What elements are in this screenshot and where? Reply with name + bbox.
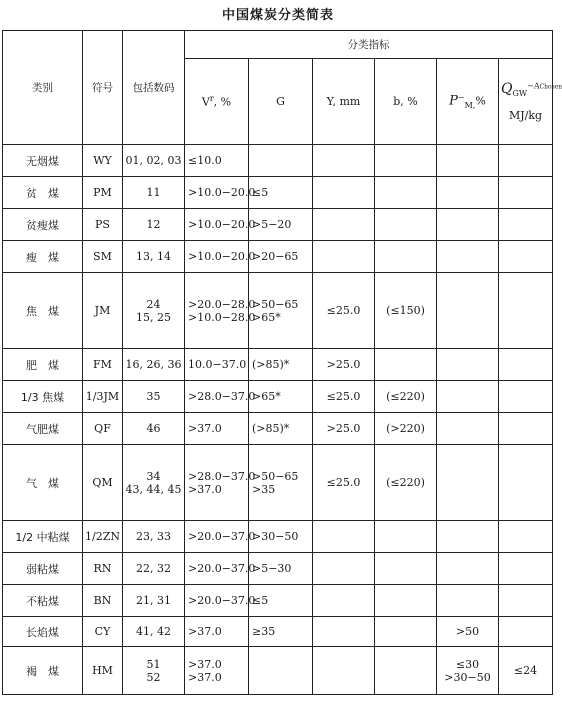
cell-b xyxy=(375,553,437,585)
cell-p xyxy=(437,145,499,177)
cell-symbol: WY xyxy=(83,145,123,177)
cell-codes xyxy=(123,145,185,177)
cell-b xyxy=(375,145,437,177)
cell-y: ≤25.0 xyxy=(313,273,375,349)
table-row xyxy=(3,413,553,445)
cell-volatile xyxy=(185,177,256,209)
cell-volatile-line: >20.0−37.0 xyxy=(188,562,256,575)
cell-b: (≤220) xyxy=(375,381,437,413)
cell-codes xyxy=(123,617,185,647)
cell-y xyxy=(313,647,375,695)
cell-volatile-line: >37.0 xyxy=(188,625,222,638)
cell-g-line: >30−50 xyxy=(252,530,299,543)
cell-q xyxy=(499,553,553,585)
q-small: Chosen xyxy=(539,83,562,91)
cell-category: 瘦 煤 xyxy=(3,241,83,273)
cell-codes-line: 51 xyxy=(146,657,161,671)
cell-p xyxy=(437,349,499,381)
cell-q xyxy=(499,617,553,647)
v-unit: , % xyxy=(213,95,232,109)
table-row xyxy=(3,145,553,177)
table-row xyxy=(3,445,553,521)
cell-category: 长焰煤 xyxy=(3,617,83,647)
cell-b xyxy=(375,209,437,241)
cell-g-line: >5−30 xyxy=(252,562,292,575)
cell-symbol: PS xyxy=(83,209,123,241)
p-unit: % xyxy=(475,94,486,108)
cell-b xyxy=(375,585,437,617)
cell-y xyxy=(313,521,375,553)
cell-g xyxy=(249,349,313,381)
q-symbol: Q xyxy=(501,81,513,98)
cell-b xyxy=(375,177,437,209)
cell-y xyxy=(313,177,375,209)
cell-codes-line: 21, 31 xyxy=(136,594,171,607)
cell-b xyxy=(375,521,437,553)
cell-volatile xyxy=(185,381,256,413)
cell-codes-line: 22, 32 xyxy=(136,562,171,575)
cell-codes xyxy=(123,413,185,445)
cell-g xyxy=(249,445,313,521)
header-symbol: 符号 xyxy=(83,31,123,145)
cell-volatile xyxy=(185,241,256,273)
cell-codes xyxy=(123,585,185,617)
cell-y: ≤25.0 xyxy=(313,381,375,413)
table-row xyxy=(3,521,553,553)
cell-symbol: 1/2ZN xyxy=(83,521,123,553)
header-q xyxy=(499,59,562,145)
cell-symbol: BN xyxy=(83,585,123,617)
header-p xyxy=(437,59,499,145)
cell-g-line: >65* xyxy=(252,390,281,403)
cell-volatile xyxy=(185,349,249,381)
cell-codes-line: 13, 14 xyxy=(136,250,171,263)
cell-codes-line: 46 xyxy=(146,422,161,435)
table-body xyxy=(3,145,553,695)
cell-volatile-line: 10.0−37.0 xyxy=(188,358,247,371)
cell-g-line: >65* xyxy=(252,310,281,324)
cell-b: (≤150) xyxy=(375,273,437,349)
v-sup: r xyxy=(209,94,214,104)
cell-volatile-line: >37.0 xyxy=(188,657,222,671)
cell-codes xyxy=(123,177,185,209)
header-y: Y, mm xyxy=(313,59,375,145)
cell-y xyxy=(313,241,375,273)
cell-g-line: >50−65 xyxy=(252,469,299,483)
cell-y xyxy=(313,585,375,617)
cell-symbol: QF xyxy=(83,413,123,445)
table-row xyxy=(3,177,553,209)
cell-codes-line: 23, 33 xyxy=(136,530,171,543)
cell-g-line: (>85)* xyxy=(252,422,290,435)
cell-g xyxy=(249,241,313,273)
cell-g xyxy=(249,585,313,617)
cell-volatile xyxy=(185,585,256,617)
cell-p-line: ≤30 xyxy=(455,657,480,671)
cell-p xyxy=(437,585,499,617)
header-row-1 xyxy=(3,31,553,59)
cell-g xyxy=(249,209,313,241)
cell-volatile-line: >28.0−37.0 xyxy=(188,469,256,483)
cell-y: ≤25.0 xyxy=(313,445,375,521)
cell-g xyxy=(249,553,313,585)
cell-volatile xyxy=(185,445,256,521)
cell-b xyxy=(375,617,437,647)
q-unit: MJ/kg xyxy=(508,108,543,122)
cell-g xyxy=(249,145,313,177)
cell-volatile-line: >37.0 xyxy=(188,482,222,496)
cell-q xyxy=(499,349,553,381)
cell-b: (>220) xyxy=(375,413,437,445)
cell-g xyxy=(249,177,313,209)
coal-classification-table xyxy=(2,30,562,695)
cell-volatile-line: >37.0 xyxy=(188,422,222,435)
cell-codes xyxy=(123,209,185,241)
cell-p xyxy=(437,209,499,241)
cell-codes-line: 16, 26, 36 xyxy=(125,358,182,371)
cell-g-line: ≤5 xyxy=(252,186,269,199)
p-symbol: P xyxy=(449,93,458,109)
cell-category: 贫瘦煤 xyxy=(3,209,83,241)
cell-q xyxy=(499,273,553,349)
table-row xyxy=(3,647,553,695)
cell-codes-line: 12 xyxy=(146,218,161,231)
header-codes: 包括数码 xyxy=(123,31,185,145)
cell-g xyxy=(249,273,313,349)
table-row xyxy=(3,209,553,241)
cell-volatile-line: >10.0−20.0 xyxy=(188,218,256,231)
cell-category: 肥 煤 xyxy=(3,349,83,381)
cell-category: 弱粘煤 xyxy=(3,553,83,585)
cell-category: 气 煤 xyxy=(3,445,83,521)
cell-y xyxy=(313,553,375,585)
cell-category: 不粘煤 xyxy=(3,585,83,617)
cell-g-line: ≤5 xyxy=(252,594,269,607)
cell-codes xyxy=(123,381,185,413)
cell-g-line: >50−65 xyxy=(252,297,299,311)
cell-q xyxy=(499,413,553,445)
cell-volatile xyxy=(185,617,249,647)
cell-volatile-line: >10.0−28.0 xyxy=(188,310,256,324)
cell-codes-line: 52 xyxy=(146,670,161,684)
cell-p xyxy=(437,617,499,647)
cell-p-line: >30−50 xyxy=(444,670,491,684)
header-category: 类别 xyxy=(3,31,83,145)
q-sub: GW xyxy=(512,89,528,99)
cell-codes-line: 34 xyxy=(146,469,161,483)
cell-category: 褐 煤 xyxy=(3,647,83,695)
page-title: 中国煤炭分类简表 xyxy=(221,8,334,23)
cell-symbol: 1/3JM xyxy=(83,381,123,413)
cell-category: 1/3 焦煤 xyxy=(3,381,83,413)
cell-codes-line: 01, 02, 03 xyxy=(125,154,182,167)
cell-symbol: CY xyxy=(83,617,123,647)
cell-volatile-line: >37.0 xyxy=(188,670,222,684)
table-row xyxy=(3,617,553,647)
table-row xyxy=(3,349,553,381)
cell-g xyxy=(249,381,313,413)
cell-category: 贫 煤 xyxy=(3,177,83,209)
cell-p xyxy=(437,553,499,585)
cell-symbol: FM xyxy=(83,349,123,381)
cell-volatile-line: >20.0−28.0 xyxy=(188,297,256,311)
cell-volatile xyxy=(185,209,256,241)
cell-volatile xyxy=(185,553,256,585)
cell-codes xyxy=(123,445,185,521)
table-row xyxy=(3,273,553,349)
cell-volatile-line: >20.0−37.0 xyxy=(188,530,256,543)
cell-g-line: >35 xyxy=(252,482,276,496)
v-symbol: V xyxy=(201,95,210,109)
cell-codes-line: 24 xyxy=(146,297,161,311)
cell-g-line: >20−65 xyxy=(252,250,299,263)
cell-p-line: >50 xyxy=(455,625,480,638)
cell-codes-line: 41, 42 xyxy=(136,625,171,638)
cell-volatile xyxy=(185,273,256,349)
cell-volatile xyxy=(185,647,249,695)
table-row xyxy=(3,585,553,617)
cell-category: 焦 煤 xyxy=(3,273,83,349)
cell-codes xyxy=(123,521,185,553)
cell-g-line: ≥35 xyxy=(252,625,276,638)
cell-g-line: >5−20 xyxy=(252,218,292,231)
cell-g xyxy=(249,647,313,695)
cell-p xyxy=(437,177,499,209)
cell-category: 1/2 中粘煤 xyxy=(3,521,83,553)
cell-q xyxy=(499,381,553,413)
cell-symbol: HM xyxy=(83,647,123,695)
cell-symbol: PM xyxy=(83,177,123,209)
cell-q xyxy=(499,209,553,241)
cell-codes xyxy=(123,647,185,695)
cell-y xyxy=(313,209,375,241)
cell-category: 无烟煤 xyxy=(3,145,83,177)
cell-volatile-line: >10.0−20.0 xyxy=(188,186,256,199)
table-row xyxy=(3,241,553,273)
cell-p xyxy=(437,241,499,273)
header-b: b, % xyxy=(375,59,437,145)
cell-symbol: JM xyxy=(83,273,123,349)
cell-b xyxy=(375,349,437,381)
cell-g xyxy=(249,413,313,445)
cell-volatile xyxy=(185,413,249,445)
cell-volatile-line: >28.0−37.0 xyxy=(188,390,256,403)
cell-volatile-line: ≤10.0 xyxy=(188,154,222,167)
cell-g xyxy=(249,617,313,647)
cell-codes xyxy=(123,273,185,349)
cell-g-line: (>85)* xyxy=(252,358,290,371)
cell-b xyxy=(375,647,437,695)
header-volatile xyxy=(185,59,249,145)
cell-g xyxy=(249,521,313,553)
cell-codes-line: 15, 25 xyxy=(136,310,171,324)
cell-p xyxy=(437,381,499,413)
cell-symbol: RN xyxy=(83,553,123,585)
cell-codes-line: 11 xyxy=(146,186,161,199)
cell-q xyxy=(499,521,553,553)
cell-p xyxy=(437,273,499,349)
cell-q xyxy=(499,145,553,177)
cell-q xyxy=(499,177,553,209)
cell-symbol: QM xyxy=(83,445,123,521)
cell-y: >25.0 xyxy=(313,413,375,445)
cell-p xyxy=(437,521,499,553)
cell-codes-line: 43, 44, 45 xyxy=(125,482,182,496)
table-row xyxy=(3,381,553,413)
header-index-group: 分类指标 xyxy=(185,31,553,59)
cell-p xyxy=(437,413,499,445)
cell-p xyxy=(437,445,499,521)
cell-b xyxy=(375,241,437,273)
cell-volatile xyxy=(185,145,249,177)
p-sup: − xyxy=(457,93,465,103)
cell-y xyxy=(313,617,375,647)
cell-y xyxy=(313,145,375,177)
cell-volatile xyxy=(185,521,256,553)
cell-codes xyxy=(123,553,185,585)
cell-codes xyxy=(123,349,185,381)
cell-volatile-line: >20.0−37.0 xyxy=(188,594,256,607)
table-row xyxy=(3,553,553,585)
cell-category: 气肥煤 xyxy=(3,413,83,445)
q-sup: −A xyxy=(527,81,540,91)
cell-codes xyxy=(123,241,185,273)
cell-p xyxy=(437,647,499,695)
cell-y: >25.0 xyxy=(313,349,375,381)
cell-q xyxy=(499,241,553,273)
cell-q xyxy=(499,445,553,521)
cell-b: (≤220) xyxy=(375,445,437,521)
cell-codes-line: 35 xyxy=(146,390,161,403)
header-g: G xyxy=(249,59,313,145)
cell-q xyxy=(499,585,553,617)
cell-q: ≤24 xyxy=(499,647,553,695)
p-sub: M, xyxy=(464,100,476,110)
cell-volatile-line: >10.0−20.0 xyxy=(188,250,256,263)
cell-symbol: SM xyxy=(83,241,123,273)
